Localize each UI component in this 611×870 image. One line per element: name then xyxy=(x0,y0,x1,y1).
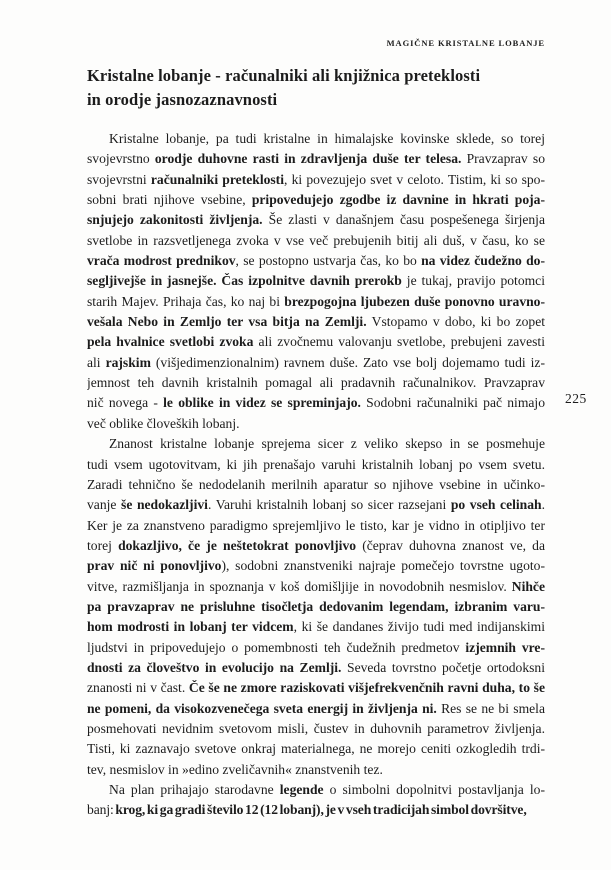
text-segment: ali xyxy=(87,354,106,370)
text-segment: starih Majev. Prihaja čas, ko naj bi xyxy=(87,293,285,309)
bold-text-segment: na videz čudežno do- xyxy=(421,253,545,269)
bold-text-segment: izjemnih vre- xyxy=(465,639,545,655)
bold-text-segment: pela hvalnice svetlobi zvoka xyxy=(87,334,254,350)
text-segment: jemnost teh davnih kristalnih pomagal ali pradavnih računalnikov. Pravzaprav xyxy=(87,375,545,391)
running-header: MAGIČNE KRISTALNE LOBANJE xyxy=(386,38,545,48)
page-title-line1: Kristalne lobanje - računalniki ali knjižnica preteklosti xyxy=(87,66,481,85)
text-line xyxy=(87,312,545,332)
text-segment: tudi vsem ugotovitvam, ki jih prenašajo varuhi kristalnih lobanj po vsem svetu. xyxy=(87,456,545,472)
bold-text-segment: prav nič ni ponovljivo xyxy=(87,558,222,574)
bold-text-segment: vrača modrost prednikov xyxy=(87,253,236,269)
text-line xyxy=(87,434,545,454)
text-line xyxy=(87,495,545,515)
text-segment: svojevrstno xyxy=(87,151,155,167)
text-segment: Pravzaprav so xyxy=(461,151,545,167)
text-line xyxy=(87,577,545,597)
text-line xyxy=(87,597,545,617)
bold-text-segment: orodje duhovne rasti in zdravljenja duše ter telesa. xyxy=(154,151,462,167)
text-segment: Zaradi tehnično še nedodelanih merilnih aparatur so njihove vsebine in učinko- xyxy=(87,476,545,492)
page-number: 225 xyxy=(565,391,587,406)
text-line xyxy=(87,393,545,413)
bold-text-segment: legende xyxy=(279,782,324,797)
text-segment: ali zvočnemu valovanju svetlobe, prebujeni zavesti xyxy=(253,334,545,350)
bold-text-segment: le oblike in videz se spreminjajo. xyxy=(163,395,361,411)
text-segment: Sodobni računalniki pač nimajo xyxy=(360,395,545,411)
text-segment: posmehovati nevidnim svetovom misli, čustev in duhovnih parametrov življenja. xyxy=(87,720,545,736)
text-segment: . xyxy=(541,497,545,513)
bold-text-segment: segljivejše in jasnejše. Čas izpolnitve davnih prerokb xyxy=(87,273,402,289)
text-line xyxy=(87,129,545,149)
bold-text-segment: dnosti za človeštvo in evolucijo na Zemlji. xyxy=(87,659,342,675)
text-segment: Res se ne bi smela xyxy=(436,700,545,716)
text-segment: Tisti, ki zaznavajo svetove onkraj materialnega, ne morejo ceniti ozkogledih trdi- xyxy=(87,741,545,757)
text-segment: , ki še dandanes živijo tudi med indijanskimi xyxy=(293,619,545,635)
text-line xyxy=(87,739,545,759)
text-line xyxy=(87,231,545,251)
text-line xyxy=(87,536,545,556)
text-segment: (čeprav duhovna znanost ve, da xyxy=(356,537,545,553)
text-segment: Znanost kristalne lobanje sprejema sicer z veliko skepso in se posmehuje xyxy=(109,436,545,452)
text-line xyxy=(87,271,545,291)
text-segment: Na plan prihajajo starodavne xyxy=(109,782,280,797)
text-line xyxy=(87,760,545,780)
text-line xyxy=(87,170,545,190)
bold-text-segment: brezpogojna ljubezen duše ponovno uravno- xyxy=(284,293,545,309)
text-segment: Ker je za znanstveno paradigmo sprejemljivo le tisto, kar je vidno in otipljivo ter xyxy=(87,517,545,533)
bold-text-segment: snjujejo zakonitosti življenja. xyxy=(87,212,263,228)
bold-text-segment: po vseh celinah xyxy=(450,497,542,513)
text-segment: , ki povezujejo svet v celoto. Tistim, ki so spo- xyxy=(283,171,545,187)
text-line xyxy=(87,210,545,230)
text-segment: nič novega - xyxy=(87,395,164,411)
text-line xyxy=(87,190,545,210)
text-segment: je tukaj, pravijo potomci xyxy=(401,273,545,289)
text-segment: banj: xyxy=(87,802,116,818)
text-segment: Vstopamo v dobo, ki bo zopet xyxy=(366,314,545,330)
text-segment: Kristalne lobanje, pa tudi kristalne in himalajske kovinske sklede, so torej xyxy=(109,131,545,146)
text-line xyxy=(87,414,545,434)
text-segment: Še zlasti v današnjem času pospešenega širjenja xyxy=(262,212,545,228)
bold-text-segment: ne pomeni, da visokozvenečega sveta energij in življenja ni. xyxy=(87,700,437,716)
text-segment: vitve, razmišljanja in spoznanja v koš domišljije in novodobnih nesmislov. xyxy=(87,578,512,594)
text-segment: (višjedimenzionalnim) ravnem duše. Zato vse bolj dojemamo tudi iz- xyxy=(150,354,545,370)
bold-text-segment: še nedokazljivi xyxy=(121,497,208,513)
bold-text-segment: krog, ki ga gradi število 12 (12 lobanj), je v vseh tradicijah simbol dovršitve, xyxy=(115,802,527,818)
bold-text-segment: dokazljivo, če je neštetokrat ponovljivo xyxy=(118,537,357,553)
bold-text-segment: pripovedujejo zgodbe iz davnine in hkrati poja- xyxy=(251,192,545,208)
bold-text-segment: računalniki preteklosti xyxy=(150,171,284,187)
text-line xyxy=(87,149,545,169)
text-line xyxy=(87,251,545,271)
text-segment: vanje xyxy=(87,497,122,513)
text-line xyxy=(87,617,545,637)
text-line xyxy=(87,638,545,658)
text-segment: o simbolni dopolnitvi postavljanja lo- xyxy=(323,782,545,797)
text-segment: torej xyxy=(87,537,119,553)
text-line xyxy=(87,556,545,576)
text-segment: ljudstvi in pripovedujejo o pomembnosti teh čudežnih predmetov xyxy=(87,639,466,655)
text-line xyxy=(87,658,545,678)
bold-text-segment: pa pravzaprav ne prisluhne tisočletja dedovanim legendam, izbranim varu- xyxy=(87,598,545,614)
text-line xyxy=(87,719,545,739)
text-segment: Seveda tovrstno početje ortodoksni xyxy=(341,659,545,675)
page-title-line2: in orodje jasnozaznavnosti xyxy=(87,90,278,109)
bold-text-segment: vešala Nebo in Zemljo ter vsa bitja na Zemlji. xyxy=(87,314,367,330)
text-segment: svetlobe in razsvetljenega zvoka v vse več prebujenih bitij ali duš, v času, ko se xyxy=(87,232,545,248)
body-text xyxy=(87,129,545,821)
bold-text-segment: rajskim xyxy=(105,354,151,370)
text-segment: znanosti ni v čast. xyxy=(87,680,189,696)
text-line xyxy=(87,373,545,393)
text-line xyxy=(87,292,545,312)
text-segment: več oblike človeških lobanj. xyxy=(87,415,240,431)
text-line xyxy=(87,699,545,719)
text-segment: svojevrstni xyxy=(87,171,151,187)
page-title xyxy=(87,64,557,112)
text-segment: . Varuhi kristalnih lobanj so sicer razsejani xyxy=(207,497,451,513)
text-line xyxy=(87,516,545,536)
bold-text-segment: hom modrosti in lobanj ter vidcem xyxy=(87,619,294,635)
text-segment: sobni brati njihove vsebine, xyxy=(87,192,252,208)
bold-text-segment: Če še ne zmore raziskovati višjefrekvenčnih ravni duha, to še xyxy=(188,680,545,696)
text-segment: tev, nesmislov in »edino zveličavnih« znanstvenih tez. xyxy=(87,761,383,777)
text-line xyxy=(87,678,545,698)
text-segment: , se postopno ustvarja čas, ko bo xyxy=(235,253,422,269)
text-line xyxy=(87,332,545,352)
text-line xyxy=(87,455,545,475)
text-line xyxy=(87,780,545,800)
text-line xyxy=(87,353,545,373)
text-line xyxy=(87,800,545,820)
bold-text-segment: Nihče xyxy=(511,578,545,594)
text-line xyxy=(87,475,545,495)
text-segment: ), sodobni znanstveniki najraje pomečejo tovrstne ugoto- xyxy=(221,558,545,574)
